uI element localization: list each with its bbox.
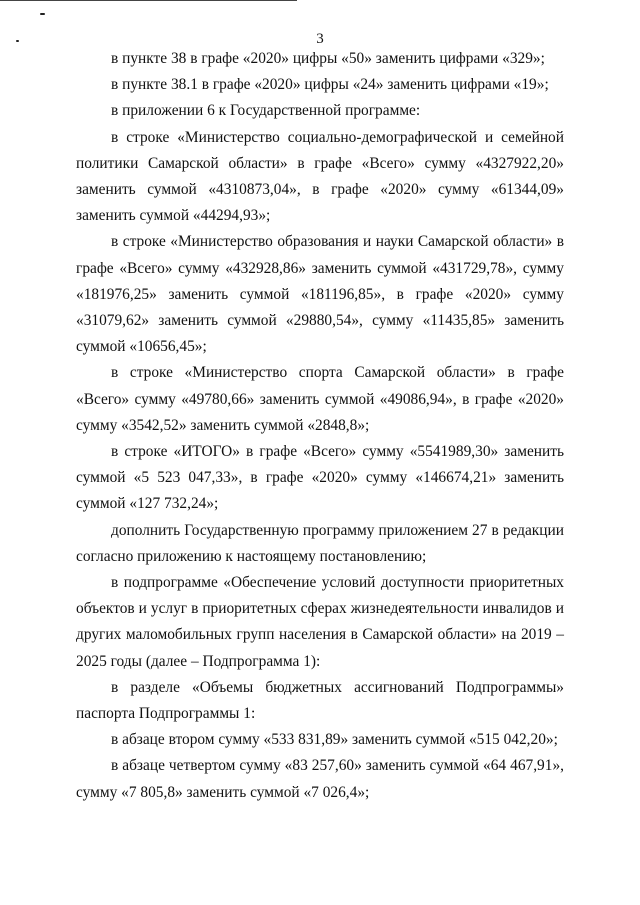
paragraph: в абзаце четвертом сумму «83 257,60» заменить суммой «64 467,91», сумму «7 805,8» заменить суммой «7 026,4»; <box>76 757 564 801</box>
page-number: 3 <box>316 31 324 47</box>
paragraph: в строке «Министерство образования и науки Самарской области» в графе «Всего» сумму «432928,86» заменить суммой «431729,78», сумму «181976,25» заменить суммой «181196,85», в графе «2020» сумму «31079,62» заменить суммой «29880,54», сумму «11435,85» заменить суммой «10656,45»; <box>76 233 564 356</box>
paragraph: в строке «Министерство спорта Самарской области» в графе «Всего» сумму «49780,66» заменить суммой «49086,94», в графе «2020» сумму «3542,52» заменить суммой «2848,8»; <box>76 364 564 434</box>
paragraph: в абзаце втором сумму «533 831,89» заменить суммой «515 042,20»; <box>111 731 558 749</box>
paragraph: в подпрограмме «Обеспечение условий доступности приоритетных объектов и услуг в приоритетных сферах жизнедеятельности инвалидов и других маломобильных групп населения в Самарской области» на 2019 – 2025 годы (далее – Подпрограмма 1): <box>76 574 564 670</box>
paragraph: в пункте 38.1 в графе «2020» цифры «24» заменить цифрами «19»; <box>111 76 549 94</box>
paragraph: в строке «ИТОГО» в графе «Всего» сумму «5541989,30» заменить суммой «5 523 047,33», в графе «2020» сумму «146674,21» заменить суммой «127 732,24»; <box>76 443 564 513</box>
paragraph: в разделе «Объемы бюджетных ассигнований Подпрограммы» паспорта Подпрограммы 1: <box>76 678 564 723</box>
header-rule <box>0 0 297 1</box>
document-body <box>76 46 564 806</box>
paragraph: в пункте 38 в графе «2020» цифры «50» заменить цифрами «329»; <box>111 50 545 67</box>
paragraph: дополнить Государственную программу приложением 27 в редакции согласно приложению к настоящему постановлению; <box>76 521 564 565</box>
paragraph: в строке «Министерство социально-демографической и семейной политики Самарской области» в графе «Всего» сумму «4327922,20» заменить суммой «4310873,04», в графе «2020» сумму «61344,09» заменить суммой «44294,93»; <box>76 128 564 225</box>
paragraph: в приложении 6 к Государственной программе: <box>111 102 421 120</box>
scan-mark <box>40 13 45 15</box>
